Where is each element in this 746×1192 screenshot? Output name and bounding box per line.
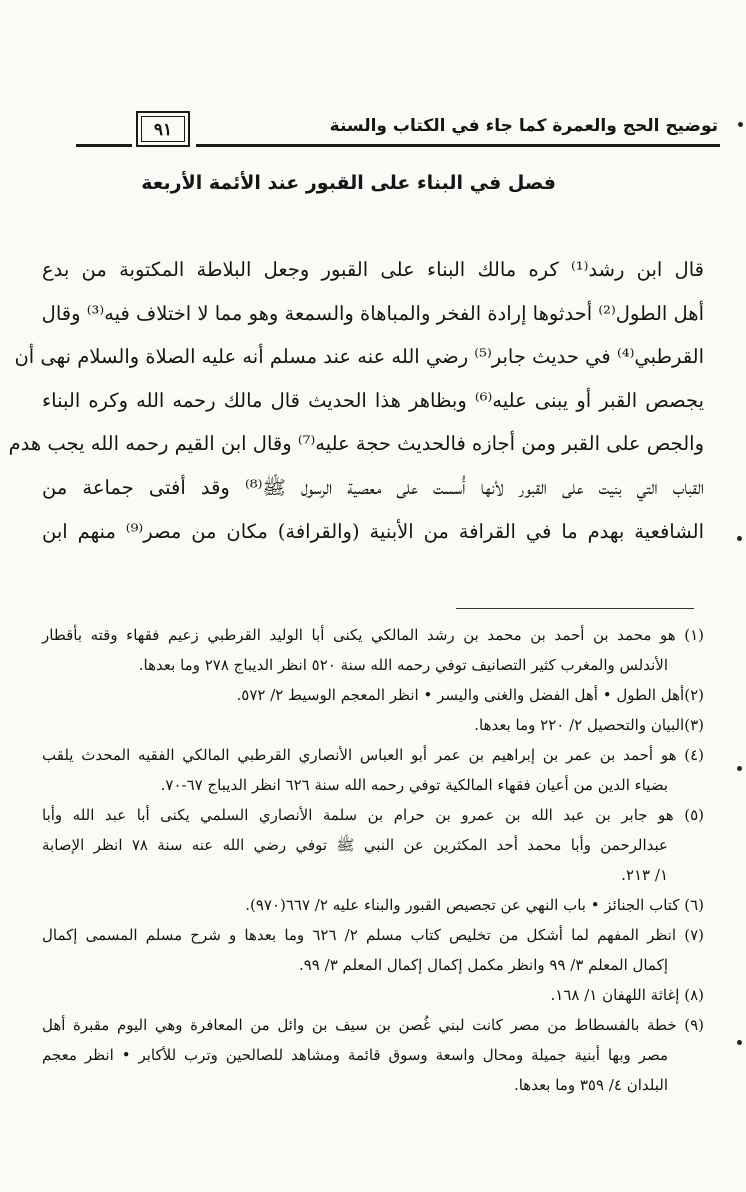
- body-line: قال ابن رشد⁽¹⁾ كره مالك البناء على القبور وجعل البلاطة المكتوبة من بدع: [42, 258, 704, 281]
- body-line: يجصص القبر أو يبنى عليه⁽⁶⁾ وبظاهر هذا الحديث قال مالك رحمه الله وكره البناء: [42, 388, 705, 412]
- footnote-8: [42, 980, 704, 1010]
- body-line: القرطبي⁽⁴⁾ في حديث جابر⁽⁵⁾ رضي الله عنه عند مسلم أنه عليه الصلاة والسلام نهى أن: [14, 345, 704, 369]
- margin-mark: [737, 766, 742, 771]
- footnote-9: [42, 1010, 704, 1100]
- footnote-line: (٧) انظر المفهم لما أشكل من تخليص كتاب مسلم ٢/ ٦٢٦ وما بعدها و شرح مسلم المسمى إكمال: [42, 926, 705, 944]
- page-number: ٩١: [153, 120, 173, 140]
- footnote-line: بضياء الدين من أعيان فقهاء المالكية توفي رحمه الله سنة ٦٢٦ انظر الديباج ٦٧-٧٠.: [160, 776, 668, 794]
- body-line: الشافعية بهدم ما في القرافة من الأبنية (والقرافة) مكان من مصر⁽⁹⁾ منهم ابن: [42, 519, 704, 543]
- footnote-line: (٢)أهل الطول • أهل الفضل والغنى واليسر • انظر المعجم الوسيط ٢/ ٥٧٢.: [236, 686, 704, 704]
- footnote-5: [42, 800, 704, 890]
- footnotes: [42, 620, 704, 1100]
- footnote-line: ١/ ٢١٣.: [621, 866, 668, 884]
- footnote-6: [42, 890, 704, 920]
- footnote-3: [42, 710, 704, 740]
- header-rule-left: [76, 144, 132, 147]
- footnote-line: (٩) خطة بالفسطاط من مصر كانت لبني غُصن بن سيف بن وائل من المعافرة وهي اليوم مقبرة أهل: [42, 1016, 704, 1034]
- footnote-1: [42, 620, 704, 680]
- body-line: أهل الطول⁽²⁾ أحدثوها إرادة الفخر والمباهاة والسمعة وهو مما لا اختلاف فيه⁽³⁾ وقال: [41, 301, 704, 325]
- page-header: [0, 106, 746, 154]
- footnote-line: (٥) هو جابر بن عبد الله بن عمرو بن حرام بن سلمة الأنصاري السلمي يكنى أبا عبد الله وأبا: [42, 806, 704, 824]
- page-number-box: [136, 111, 190, 147]
- footnote-separator: [456, 608, 694, 609]
- margin-mark: [738, 122, 743, 127]
- footnote-line: (٤) هو أحمد بن عمر بن إبراهيم بن عمر أبو العباس الأنصاري القرطبي المالكي الفقيه المحدث يلقب: [42, 746, 704, 764]
- margin-mark: [737, 536, 742, 541]
- running-title: توضيح الحج والعمرة كما جاء في الكتاب والسنة: [329, 116, 718, 136]
- body-line: القباب التي بنيت على القبور لأنها أُسست على معصية الرسول ﷺ⁽⁸⁾ وقد أفتى جماعة من: [42, 475, 704, 499]
- body-paragraph: [8, 248, 705, 553]
- footnote-line: (٨) إغاثة اللهفان ١/ ١٦٨.: [550, 986, 704, 1004]
- section-title: فصل في البناء على القبور عند الأئمة الأربعة: [141, 172, 556, 194]
- footnote-line: (٦) كتاب الجنائز • باب النهي عن تجصيص القبور والبناء عليه ٢/ ٦٦٧(٩٧٠).: [245, 896, 704, 914]
- footnote-line: الأندلس والمغرب كثير التصانيف توفي رحمه الله سنة ٥٢٠ انظر الديباج ٢٧٨ وما بعدها.: [138, 656, 668, 674]
- footnote-4: [42, 740, 704, 800]
- footnote-line: (١) هو محمد بن أحمد بن محمد بن رشد المالكي يكنى أبا الوليد القرطبي زعيم فقهاء وقته بأقطار: [42, 626, 704, 644]
- header-rule: [196, 144, 720, 147]
- footnote-line: عبدالرحمن وأبا محمد أحد المكثرين عن النبي ﷺ توفي رضي الله عنه سنة ٧٨ انظر الإصابة: [42, 836, 668, 854]
- margin-mark: [737, 1040, 742, 1045]
- footnote-2: [42, 680, 704, 710]
- footnote-line: البلدان ٤/ ٣٥٩ وما بعدها.: [513, 1076, 668, 1094]
- body-line: والجص على القبر ومن أجازه فالحديث حجة عليه⁽⁷⁾ وقال ابن القيم رحمه الله يجب هدم: [8, 432, 704, 456]
- footnote-line: مصر وبها أبنية جميلة ومحال واسعة وسوق قائمة ومشاهد للصالحين وترب للأكابر • انظر معجم: [42, 1046, 668, 1064]
- footnote-7: [42, 920, 704, 980]
- footnote-line: إكمال المعلم ٣/ ٩٩ وانظر مكمل إكمال إكمال المعلم ٣/ ٩٩.: [298, 956, 668, 974]
- footnote-line: (٣)البيان والتحصيل ٢/ ٢٢٠ وما بعدها.: [474, 716, 704, 734]
